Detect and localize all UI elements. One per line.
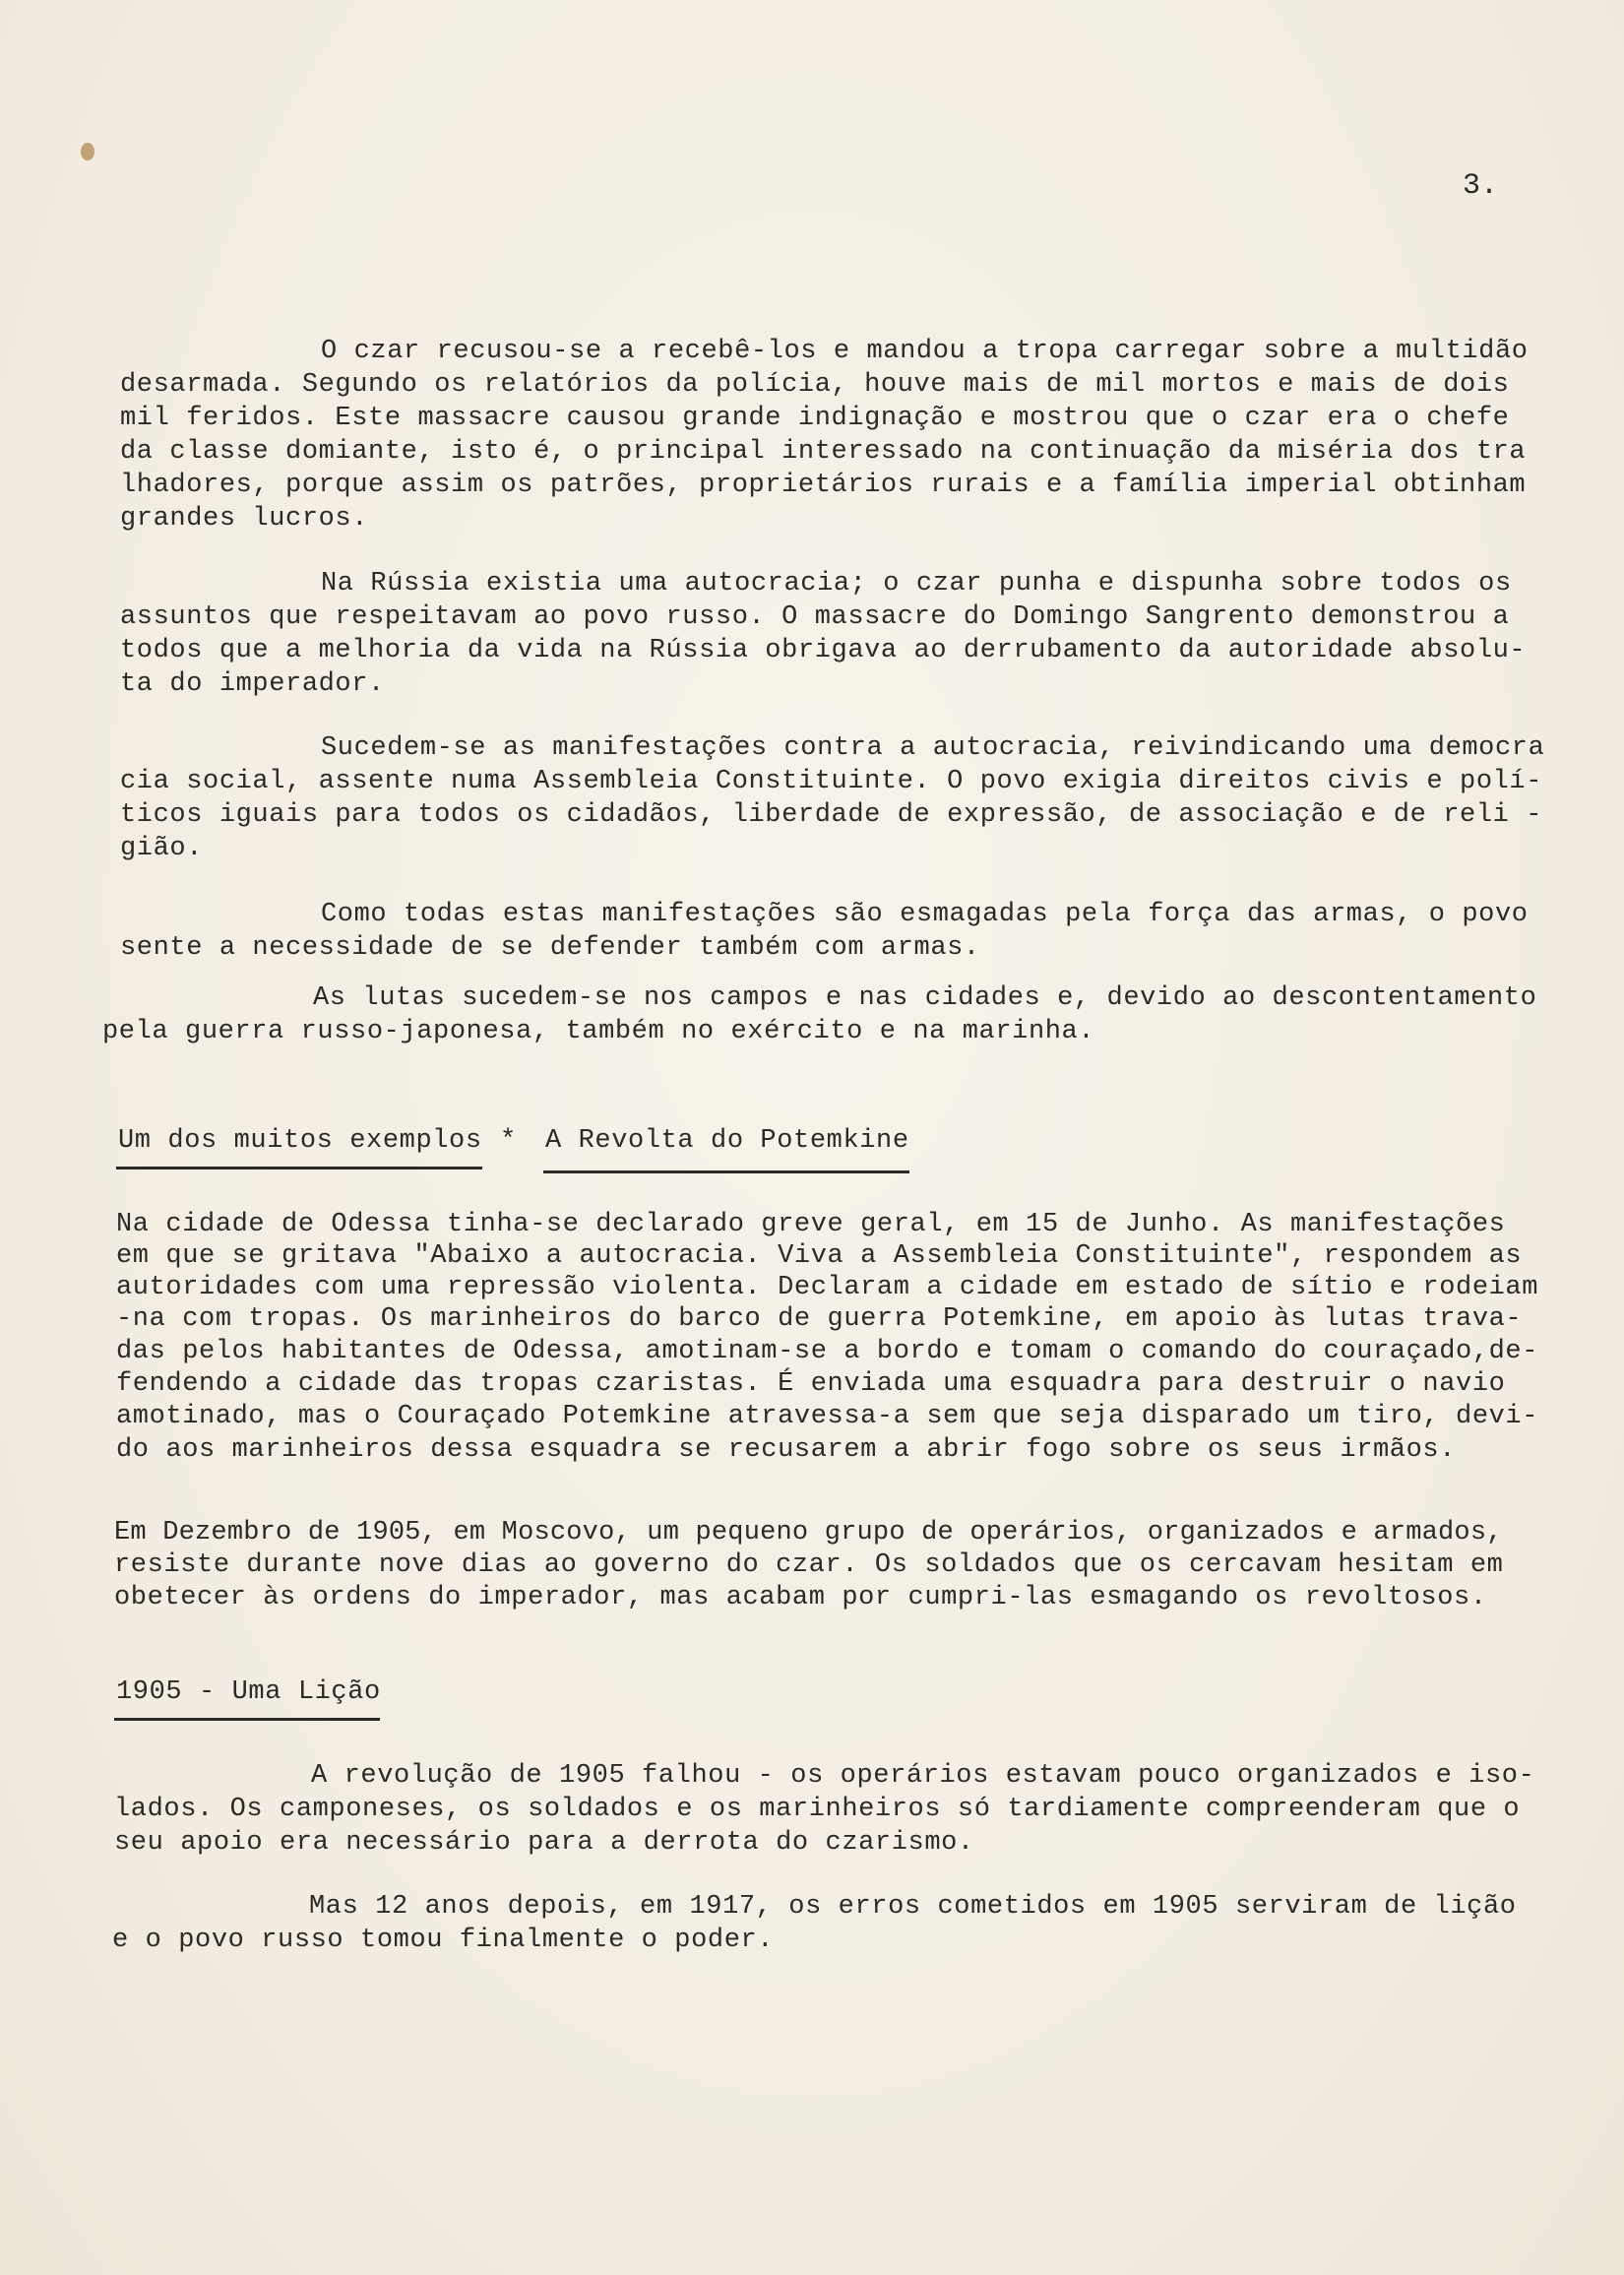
text-line: gião. [120,834,204,863]
heading-potemkine: A Revolta do Potemkine [545,1126,909,1156]
heading-examples: Um dos muitos exemplos [118,1126,482,1156]
text-line: sente a necessidade de se defender também com armas. [120,933,980,963]
text-line: e o povo russo tomou finalmente o poder. [112,1926,775,1955]
heading-separator: * [500,1126,517,1156]
text-line: pela guerra russo-japonesa, também no exército e na marinha. [102,1017,1095,1046]
text-line: da classe domiante, isto é, o principal interessado na continuação da miséria dos tra [120,437,1527,467]
text-line: -na com tropas. Os marinheiros do barco de guerra Potemkine, em apoio às lutas trava- [116,1304,1523,1334]
text-line: desarmada. Segundo os relatórios da polícia, houve mais de mil mortos e mais de dois [120,370,1510,400]
text-line: Em Dezembro de 1905, em Moscovo, um pequeno grupo de operários, organizados e armados, [114,1518,1503,1548]
text-line: ticos iguais para todos os cidadãos, liberdade de expressão, de associação e de reli - [120,800,1543,830]
text-line: lhadores, porque assim os patrões, proprietários rurais e a família imperial obtinham [120,471,1527,500]
text-line: das pelos habitantes de Odessa, amotinam-se a bordo e tomam o comando do couraçado,de- [116,1337,1539,1366]
text-line: autoridades com uma repressão violenta. Declaram a cidade em estado de sítio e rodeiam [116,1273,1539,1302]
heading-1905-lesson: 1905 - Uma Lição [116,1677,381,1707]
text-line: todos que a melhoria da vida na Rússia obrigava ao derrubamento da autoridade absolu- [120,636,1527,665]
heading-underline [543,1170,909,1173]
text-line: Na cidade de Odessa tinha-se declarado greve geral, em 15 de Junho. As manifestações [116,1210,1506,1239]
text-line: do aos marinheiros dessa esquadra se recusarem a abrir fogo sobre os seus irmãos. [116,1435,1457,1465]
text-line: cia social, assente numa Assembleia Constituinte. O povo exigia direitos civis e polí- [120,767,1543,796]
text-line: Mas 12 anos depois, em 1917, os erros cometidos em 1905 serviram de lição [309,1892,1517,1922]
text-line: seu apoio era necessário para a derrota do czarismo. [114,1828,974,1858]
text-line: amotinado, mas o Couraçado Potemkine atravessa-a sem que seja disparado um tiro, devi- [116,1402,1539,1431]
text-line: As lutas sucedem-se nos campos e nas cidades e, devido ao descontentamento [313,983,1537,1013]
text-line: ta do imperador. [120,669,385,699]
text-line: A revolução de 1905 falhou - os operários estavam pouco organizados e iso- [311,1761,1535,1791]
text-line: resiste durante nove dias ao governo do czar. Os soldados que os cercavam hesitam em [114,1550,1504,1580]
text-line: obetecer às ordens do imperador, mas acabam por cumpri-las esmagando os revoltosos. [114,1583,1487,1612]
text-line: Na Rússia existia uma autocracia; o czar punha e dispunha sobre todos os [321,569,1512,599]
heading-underline [116,1167,482,1169]
heading-underline [114,1718,380,1721]
text-line: grandes lucros. [120,504,369,534]
text-line: mil feridos. Este massacre causou grande indignação e mostrou que o czar era o chefe [120,404,1510,433]
text-line: Como todas estas manifestações são esmagadas pela força das armas, o povo [321,900,1529,929]
text-line: Sucedem-se as manifestações contra a autocracia, reivindicando uma democra [321,733,1545,763]
text-line: lados. Os camponeses, os soldados e os marinheiros só tardiamente compreenderam que o [114,1795,1521,1824]
text-line: O czar recusou-se a recebê-los e mandou a tropa carregar sobre a multidão [321,337,1529,366]
text-line: em que se gritava "Abaixo a autocracia. Viva a Assembleia Constituinte", respondem as [116,1241,1523,1271]
text-line: assuntos que respeitavam ao povo russo. O massacre do Domingo Sangrento demonstrou a [120,602,1510,632]
page-number: 3. [1463,169,1499,203]
text-line: fendendo a cidade das tropas czaristas. É enviada uma esquadra para destruir o navio [116,1369,1506,1399]
ink-spot [81,143,94,160]
